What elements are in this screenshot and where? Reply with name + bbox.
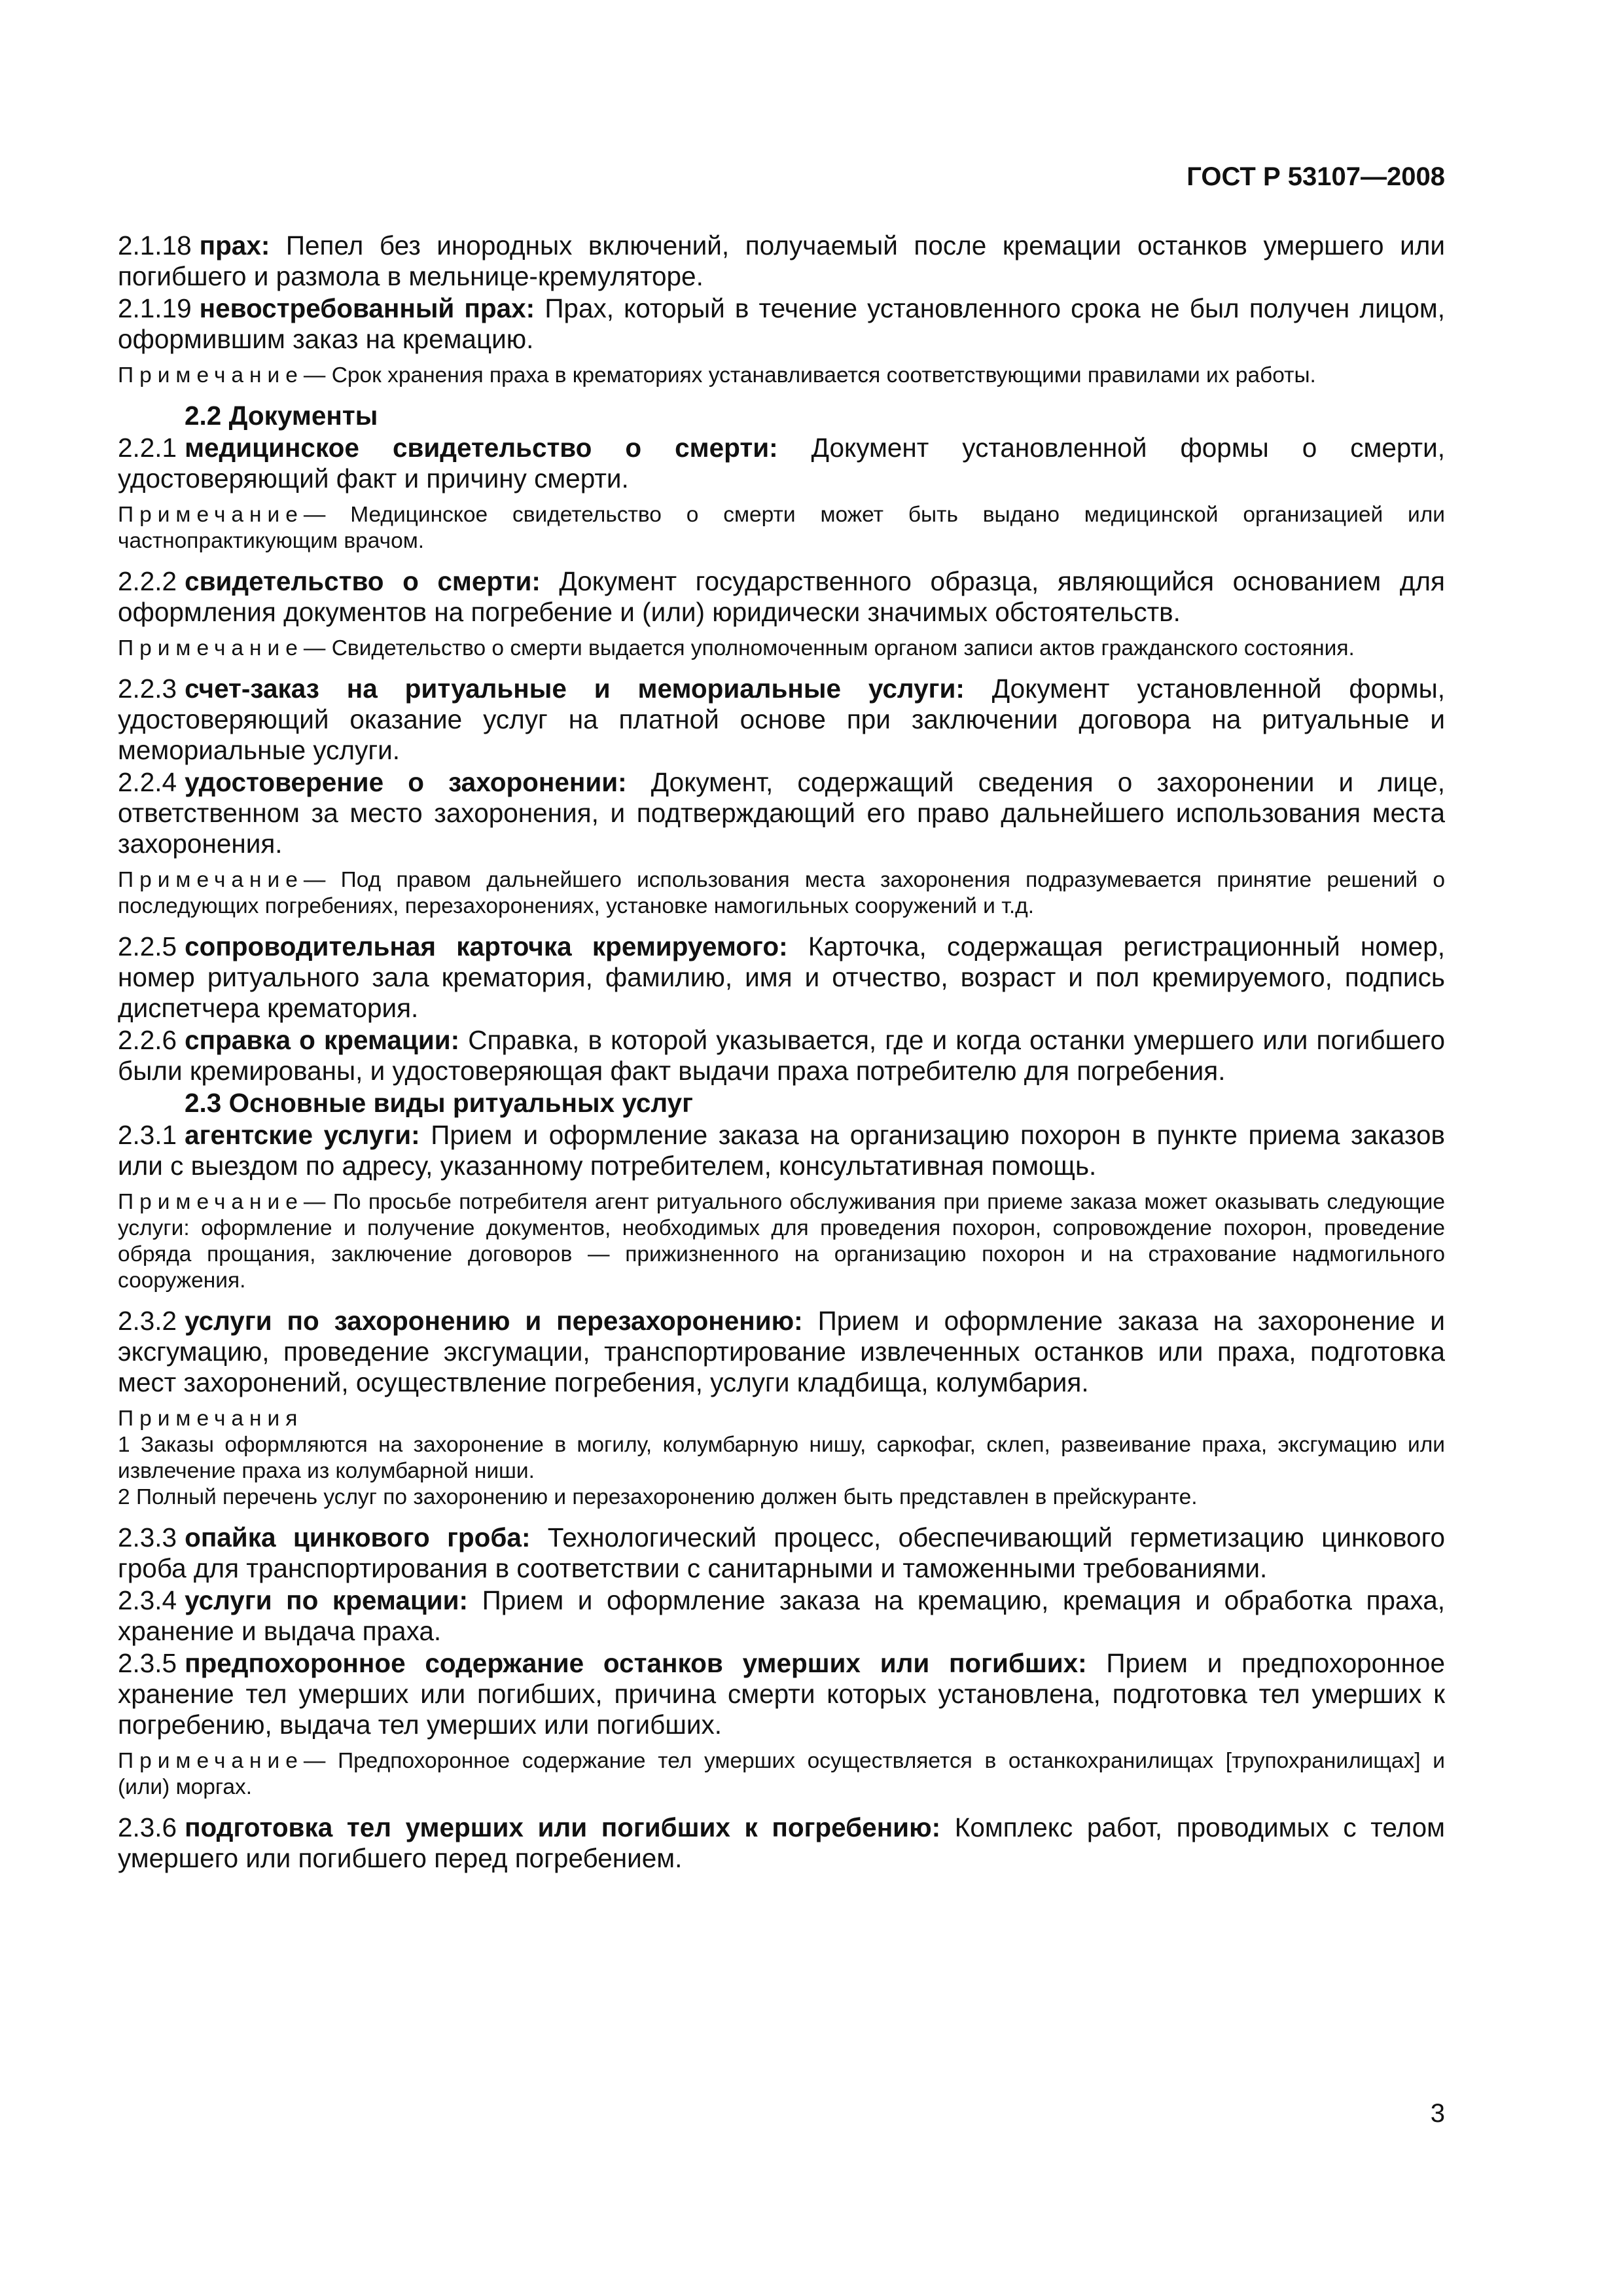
clause-number: 2.3.3 (118, 1522, 177, 1552)
clause-text: Прием и оформление заказа на кремацию, кремация и обработка праха, хранение и выдача праха. (118, 1585, 1445, 1646)
clause-2-3-3 (118, 1522, 1445, 1584)
section-heading-2-2 (118, 401, 1445, 431)
clause-number: 2.2.5 (118, 931, 177, 961)
section-title: Основные виды ритуальных услуг (228, 1088, 693, 1118)
note-2-2-4 (118, 867, 1445, 920)
clause-number: 2.3.6 (118, 1812, 177, 1842)
clause-2-3-2 (118, 1306, 1445, 1398)
note-2-1-19 (118, 363, 1445, 389)
clause-number: 2.3.1 (118, 1120, 177, 1150)
clause-2-3-1 (118, 1120, 1445, 1181)
clause-number: 2.2.1 (118, 433, 177, 463)
note-text: — По просьбе потребителя агент ритуального обслуживания при приеме заказа может оказывать следующие услуги: оформление и получение документов, необходимых для проведения похорон, сопровождение похорон, проведение обряда прощания, заключение договоров — прижизненного на организацию похорон и на страхование надмогильного сооружения. (118, 1190, 1445, 1293)
clause-term: сопроводительная карточка кремируемого: (185, 931, 788, 961)
note-text: — Медицинское свидетельство о смерти может быть выдано медицинской организацией или частнопрактикующим врачом. (118, 503, 1445, 553)
page-content (118, 230, 1445, 1875)
clause-term: медицинское свидетельство о смерти: (185, 433, 778, 463)
note-text: — Срок хранения праха в крематориях устанавливается соответствующими правилами их работы. (303, 363, 1316, 387)
note-item-1: 1 Заказы оформляются на захоронение в могилу, колумбарную нишу, саркофаг, склеп, развеивание праха, эксгумацию или извлечение праха из колумбарной ниши. (118, 1433, 1445, 1483)
clause-text: Прием и оформление заказа на захоронение и эксгумацию, проведение эксгумации, транспортирование извлеченных останков или праха, подготовка мест захоронений, осуществление погребения, услуги кладбища, колумбария. (118, 1306, 1445, 1397)
note-2-3-1 (118, 1189, 1445, 1294)
clause-text: Документ, содержащий сведения о захоронении и лице, ответственном за место захоронения, и подтверждающий его право дальнейшего использования места захоронения. (118, 767, 1445, 859)
clause-term: свидетельство о смерти: (185, 566, 541, 596)
clause-text: Документ государственного образца, являющийся основанием для оформления документов на погребение и (или) юридически значимых обстоятельств. (118, 566, 1445, 627)
clause-2-3-6 (118, 1812, 1445, 1874)
clause-term: услуги по захоронению и перезахоронению: (185, 1306, 803, 1336)
note-text: — Предпохоронное содержание тел умерших осуществляется в останкохранилищах [трупохранилищах] и (или) моргах. (118, 1749, 1445, 1799)
clause-text: Прием и предпохоронное хранение тел умерших или погибших, причина смерти которых установлена, подготовка тел умерших к погребению, выдача тел умерших или погибших. (118, 1648, 1445, 1740)
clause-number: 2.3.2 (118, 1306, 177, 1336)
clause-term: справка о кремации: (185, 1025, 460, 1055)
note-label: Примечание (118, 503, 304, 527)
clause-number: 2.1.18 (118, 230, 192, 260)
clause-term: прах: (199, 230, 270, 260)
note-label: Примечание (118, 1190, 304, 1214)
document-code-header: ГОСТ Р 53107—2008 (1186, 162, 1445, 191)
clause-text: Прах, который в течение установленного срока не был получен лицом, оформившим заказ на кремацию. (118, 293, 1445, 354)
page-number: 3 (1430, 2099, 1445, 2128)
clause-term: счет-заказ на ритуальные и мемориальные услуги: (185, 673, 965, 704)
section-number: 2.2 (185, 401, 222, 431)
note-label: Примечание (118, 868, 304, 892)
note-2-2-2 (118, 636, 1445, 662)
clause-2-1-18 (118, 230, 1445, 292)
clause-number: 2.2.2 (118, 566, 177, 596)
clause-2-1-19 (118, 293, 1445, 355)
note-2-2-1 (118, 502, 1445, 554)
clause-2-3-4 (118, 1585, 1445, 1647)
clause-2-2-4 (118, 767, 1445, 859)
note-label: Примечание (118, 636, 304, 660)
clause-term: услуги по кремации: (185, 1585, 469, 1615)
clause-2-2-1 (118, 433, 1445, 494)
clause-term: подготовка тел умерших или погибших к погребению: (185, 1812, 941, 1842)
clause-term: невостребованный прах: (199, 293, 535, 323)
clause-number: 2.2.6 (118, 1025, 177, 1055)
clause-number: 2.2.3 (118, 673, 177, 704)
clause-text: Пепел без инородных включений, получаемый после кремации останков умершего или погибшего и размола в мельнице-кремуляторе. (118, 230, 1445, 291)
clause-term: удостоверение о захоронении: (185, 767, 627, 797)
clause-number: 2.2.4 (118, 767, 177, 797)
clause-number: 2.3.4 (118, 1585, 177, 1615)
section-title: Документы (228, 401, 378, 431)
clause-text: Прием и оформление заказа на организацию похорон в пункте приема заказов или с выездом по адресу, указанному потребителем, консультативная помощь. (118, 1120, 1445, 1181)
clause-term: опайка цинкового гроба: (185, 1522, 531, 1552)
note-label: Примечание (118, 1749, 304, 1773)
clause-2-2-6 (118, 1025, 1445, 1086)
clause-term: предпохоронное содержание останков умерших или погибших: (185, 1648, 1087, 1678)
clause-text: Технологический процесс, обеспечивающий герметизацию цинкового гроба для транспортирования в соответствии с санитарными и таможенными требованиями. (118, 1522, 1445, 1583)
clause-2-3-5 (118, 1648, 1445, 1740)
clause-text: Справка, в которой указывается, где и когда останки умершего или погибшего были кремированы, и удостоверяющая факт выдачи праха потребителю для погребения. (118, 1025, 1445, 1086)
clause-2-2-5 (118, 931, 1445, 1024)
clause-text: Карточка, содержащая регистрационный номер, номер ритуального зала крематория, фамилию, имя и отчество, возраст и пол кремируемого, подпись диспетчера крематория. (118, 931, 1445, 1023)
section-heading-2-3 (118, 1088, 1445, 1119)
clause-term: агентские услуги: (185, 1120, 420, 1150)
note-label: Примечание (118, 363, 304, 387)
section-number: 2.3 (185, 1088, 222, 1118)
clause-2-2-2 (118, 566, 1445, 628)
notes-label: Примечания (118, 1407, 304, 1431)
note-text: — Свидетельство о смерти выдается уполномоченным органом записи актов гражданского состояния. (303, 636, 1355, 660)
clause-2-2-3 (118, 673, 1445, 766)
note-text: — Под правом дальнейшего использования места захоронения подразумевается принятие решений о последующих погребениях, перезахоронениях, установке намогильных сооружений и т.д. (118, 868, 1445, 918)
clause-number: 2.3.5 (118, 1648, 177, 1678)
clause-text: Документ установленной формы, удостоверяющий оказание услуг на платной основе при заключении договора на ритуальные и мемориальные услуги. (118, 673, 1445, 765)
note-item-2: 2 Полный перечень услуг по захоронению и перезахоронению должен быть представлен в прейскуранте. (118, 1485, 1198, 1509)
notes-2-3-2 (118, 1406, 1445, 1511)
clause-text: Документ установленной формы о смерти, удостоверяющий факт и причину смерти. (118, 433, 1445, 493)
note-2-3-5 (118, 1748, 1445, 1801)
clause-number: 2.1.19 (118, 293, 192, 323)
clause-text: Комплекс работ, проводимых с телом умершего или погибшего перед погребением. (118, 1812, 1445, 1873)
